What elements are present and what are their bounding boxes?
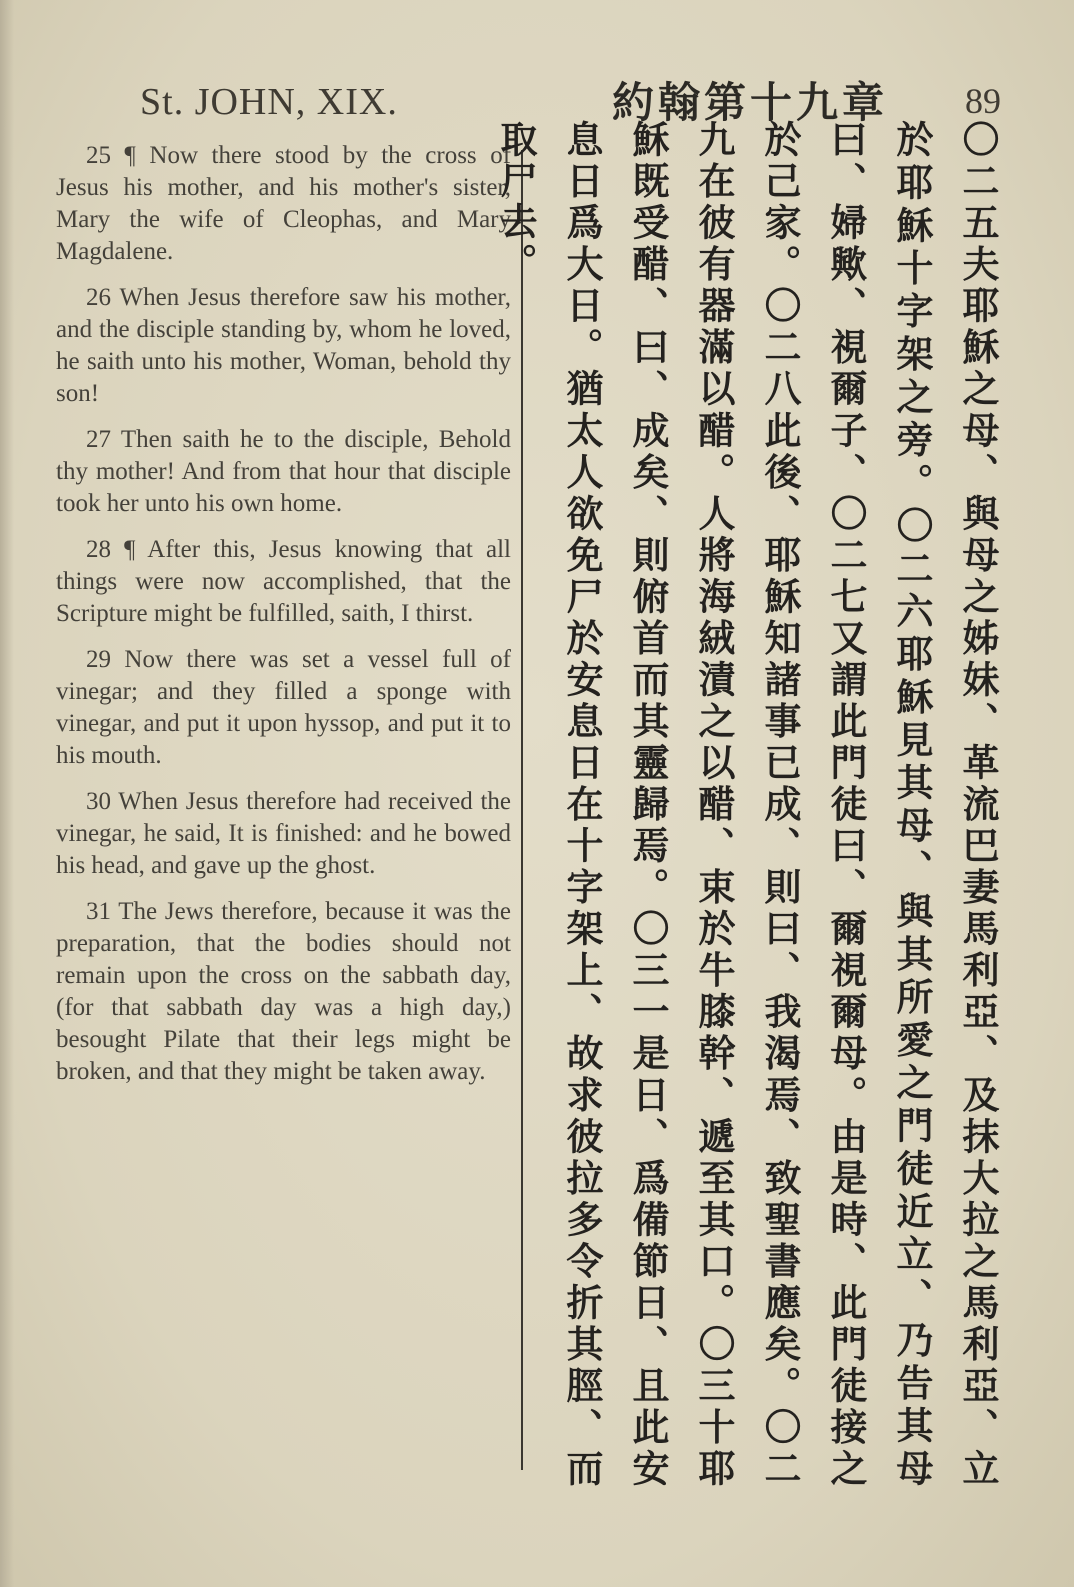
verse-28 [56,534,511,630]
verse-30 [56,786,511,882]
verse-27 [56,424,511,520]
verse-text: Then saith he to the disciple, Behold thy mother! And from that hour that disciple took her unto his own home. [56,426,511,517]
verse-text: The Jews therefore, because it was the preparation, that the bodies should not remain upon the cross on the sabbath day, (for that sabbath day was a high day,) besought Pilate that their legs might be broken, and that they might be taken away. [56,898,511,1085]
verse-number: 30 [86,788,111,815]
verse-text: Now there stood by the cross of Jesus his mother, and his mother's sister, Mary the wife of Cleophas, and Mary Magdalene. [56,142,512,265]
verse-text: After this, Jesus knowing that all things were now accomplished, that the Scripture might be fulfilled, saith, I thirst. [56,536,511,627]
english-column [56,140,511,1470]
paragraph-mark: ¶ [124,142,136,169]
verse-25 [56,140,511,268]
paragraph-mark: ¶ [124,536,136,563]
english-running-title: St. JOHN, XIX. [140,81,398,123]
verse-number: 29 [86,646,111,673]
chinese-column: 〇二五夫耶穌之母、與母之姊妹、革流巴妻馬利亞、及抹大拉之馬利亞、立於耶穌十字架之旁。〇二六耶穌見其母、與其所愛之門徒近立、乃告其母曰、婦歟、視爾子、〇二七又謂此門徒曰、爾視爾母。由是時、此門徒接之於己家。〇二八此後、耶穌知諸事已成、則曰、我渴焉、致聖書應矣。〇二九在彼有器滿以醋。人將海絨漬之以醋、束於牛膝幹、遞至其口。〇三十耶穌既受醋、曰、成矣、則俯首而其靈歸焉。〇三一是日、爲備節日、且此安息日爲大日。猶太人欲免尸於安息日在十字架上、故求彼拉多令折其脛、而取尸去。 [494,120,999,1490]
verse-number: 26 [86,284,111,311]
verse-text: When Jesus therefore had received the vinegar, he said, It is finished: and he bowed his head, and gave up the ghost. [56,788,511,879]
verse-31 [56,896,511,1088]
chinese-running-title: 約翰第十九章 [612,78,889,127]
verse-number: 27 [86,426,111,453]
column-divider [521,150,523,1470]
verse-text: Now there was set a vessel full of vinegar; and they filled a sponge with vinegar, and put it upon hyssop, and put it to his mouth. [56,646,511,769]
verse-29 [56,644,511,772]
verse-text: When Jesus therefore saw his mother, and the disciple standing by, whom he loved, he saith unto his mother, Woman, behold thy son! [56,284,511,407]
verse-number: 31 [86,898,111,925]
verse-26 [56,282,511,410]
verse-number: 28 [86,536,111,563]
page-edge-shadow [0,0,14,1587]
page-number: 89 [965,81,1001,121]
verse-number: 25 [86,142,111,169]
